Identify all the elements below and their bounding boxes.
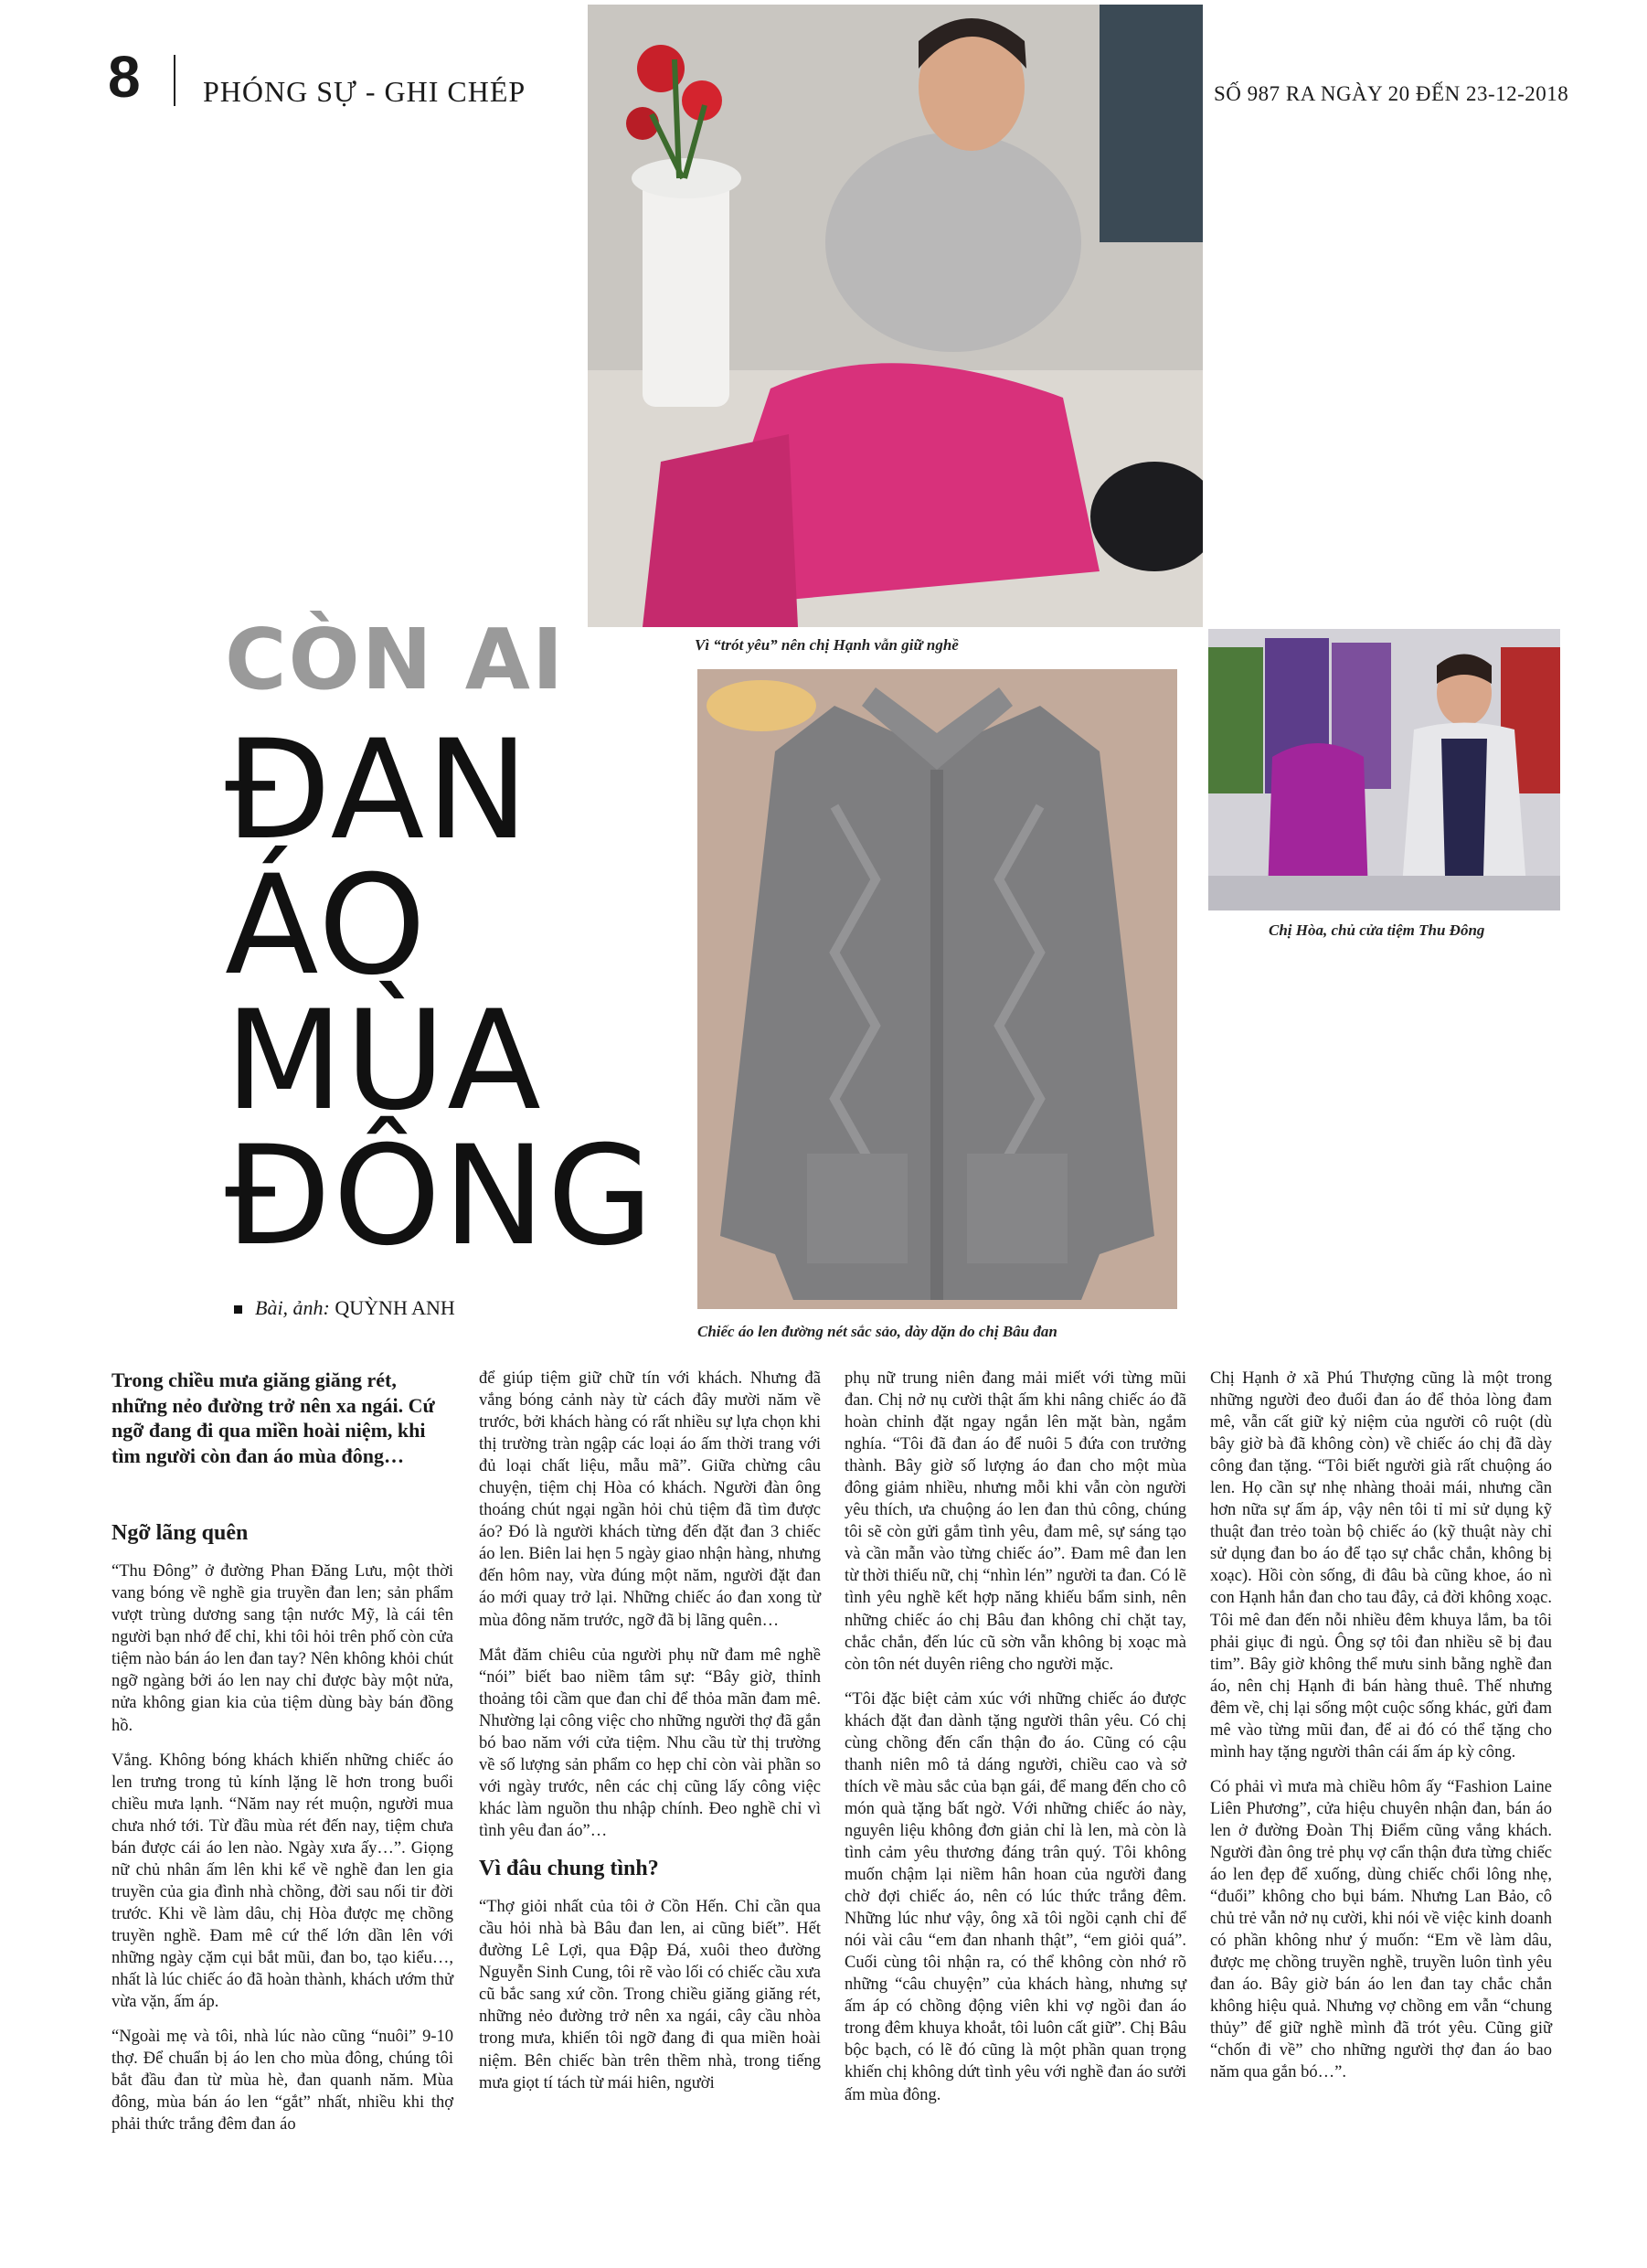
byline: [234, 1296, 455, 1320]
photo-grey-jacket: [697, 669, 1177, 1309]
photo-shop-owner: [1208, 629, 1560, 910]
caption-jacket-photo: Chiếc áo len đường nét sắc sảo, dày dặn do chị Bâu đan: [697, 1323, 1057, 1340]
caption-shop-photo: Chị Hòa, chủ cửa tiệm Thu Đông: [1269, 921, 1485, 939]
article-column-1: [112, 1368, 453, 2148]
article-column-2: [479, 1368, 821, 2107]
byline-label: Bài, ảnh:: [255, 1296, 335, 1319]
paragraph: Mắt đăm chiêu của người phụ nữ đam mê nghề “nói” biết bao niềm tâm sự: “Bây giờ, thỉnh thoảng tôi cầm que đan chỉ để thỏa mãn đam mê. Nhường lại công việc cho những người thợ đã gắn bó bao năm với cửa tiệm. Nhu cầu từ thị trường về số lượng sản phẩm co hẹp chỉ còn vài phần so với ngày trước, nên các chị cũng lấy công việc khác làm nguồn thu nhập chính. Đeo nghề chỉ vì tình yêu đan áo”…: [479, 1645, 821, 1840]
headline-kicker: CÒN AI: [225, 611, 566, 708]
subheading-1: Ngỡ lãng quên: [112, 1521, 249, 1545]
byline-bullet: [234, 1305, 242, 1314]
paragraph: Chị Hạnh ở xã Phú Thượng cũng là một trong những người đeo đuổi đan áo để thỏa lòng đam mê, vẫn cất giữ kỷ niệm của người cô ruột (dù bây giờ bà đã không còn) về chiếc áo chị đã dày công đan tặng. “Tôi biết người già rất chuộng áo len. Họ cần sự nhẹ nhàng thoải mái, nhưng cần hơn nữa sự ấm áp, vậy nên tôi tỉ mỉ sử dụng kỹ thuật đan trẻo toàn bộ chiếc áo (kỹ thuật này chỉ sử dụng đan bo áo để tạo sự chắc chắn, không bị xoạc). Hồi còn sống, đi đâu bà cũng khoe, áo nì con Hạnh hắn đan cho tau đây, cả đời không xoạc. Tôi mê đan đến nỗi nhiều đêm khuya lắm, ba tôi phải giục đi ngủ. Ông sợ tôi đan nhiều sẽ bị đau tim”. Bây giờ không thể mưu sinh bằng nghề đan áo, nên chị Hạnh đi bán hàng thuê. Thế nhưng đêm về, chị lại sống một cuộc sống khác, gửi đam mê vào từng mũi đan, để ai đó có thể tặng cho mình hay tặng người thân cái ấm áp kỳ công.: [1210, 1369, 1552, 1762]
headline-line-4: ĐÔNG: [225, 1117, 655, 1276]
photo-woman-knitting: [588, 5, 1203, 627]
subheading-2: Vì đâu chung tình?: [479, 1856, 659, 1880]
page-number: 8: [108, 44, 141, 110]
section-name: PHÓNG SỰ - GHI CHÉP: [203, 75, 526, 108]
article-lead: Trong chiều mưa giăng giăng rét, những nẻo đường trở nên xa ngái. Cứ ngỡ đang đi qua miền hoài niệm, khi tìm người còn đan áo mùa đông…: [112, 1368, 435, 1467]
article-column-3: [845, 1368, 1186, 2119]
paragraph: “Thu Đông” ở đường Phan Đăng Lưu, một thời vang bóng về nghề gia truyền đan len; sản phẩm vượt trùng dương sang tận nước Mỹ, là cái tên người bạn nhớ để chỉ, khi tôi hỏi trên phố còn cửa tiệm nào bán áo len đan tay? Nên không khỏi chút ngỡ ngàng bởi áo len nay chỉ được bày một nửa, nửa không gian kia của tiệm dùng bày bán đồng hồ.: [112, 1562, 453, 1735]
paragraph: Vắng. Không bóng khách khiến những chiếc áo len trưng trong tủ kính lặng lẽ hơn trong buổi chiều mưa lạnh. “Năm nay rét muộn, người mua chưa nhớ tới. Từ đầu mùa rét đến nay, tiệm chưa bán được cái áo len nào. Ngày xưa ấy…”. Giọng nữ chủ nhân ấm lên khi kể về nghề đan len gia truyền của gia đình nhà chồng, đời sau nối tir đời trước. Khi về làm dâu, chị Hòa được mẹ chồng truyền nghề. Đam mê cứ thế lớn dần lên với những ngày cặm cụi bắt mũi, đan bo, tạo kiểu…, nhất là lúc chiếc áo đã hoàn thành, khách ướm thử vừa vặn, ấm áp.: [112, 1751, 453, 2012]
paragraph: để giúp tiệm giữ chữ tín với khách. Nhưng đã vắng bóng cảnh này từ cách đây mười năm về trước, bởi khách hàng có rất nhiều sự lựa chọn khi thị trường tràn ngập các loại áo ấm thời trang với đủ loại chất liệu, mẫu mã”. Giữa chừng câu chuyện, tiệm chị Hòa có khách. Người đàn ông thoáng chút ngại ngần hỏi chủ tiệm đã tìm được áo? Đó là người khách từng đến đặt đan 3 chiếc áo len. Biên lai hẹn 5 ngày giao nhận hàng, nhưng đến hôm nay, vừa đúng một năm, người đặt đan áo mới quay trở lại. Những chiếc áo đan xong từ mùa đông năm trước, ngỡ đã bị lãng quên…: [479, 1369, 821, 1630]
paragraph: phụ nữ trung niên đang mải miết với từng mũi đan. Chị nở nụ cười thật ấm khi nâng chiếc áo đã hoàn chỉnh đặt ngay ngắn lên mặt bàn, ngắm nghía. “Tôi đã đan áo để nuôi 5 đứa con trưởng thành. Bây giờ số lượng áo đan cho một mùa đông giảm nhiều, nhưng mỗi khi vẫn còn người yêu thích, ưa chuộng áo len đan thủ công, chúng tôi sẽ còn gửi gắm tình yêu, đam mê, sự sáng tạo và cần mẫn vào từng chiếc áo”. Đam mê đan len từ thời thiếu nữ, chị “nhìn lén” người ta đan. Có lẽ tình yêu nghề kết hợp năng khiếu bẩm sinh, nên những chiếc áo chị Bâu đan không chỉ chặt tay, chắc chắn, đến lúc cũ sờn vẫn không bị xoạc mà còn tôn nét duyên riêng cho người mặc.: [845, 1369, 1186, 1674]
byline-author: QUỲNH ANH: [335, 1296, 455, 1319]
header-divider: [174, 55, 175, 106]
article-column-4: [1210, 1368, 1552, 2097]
paragraph: “Thợ giỏi nhất của tôi ở Cồn Hến. Chỉ cần qua cầu hỏi nhà bà Bâu đan len, ai cũng biết”. Hết đường Lê Lợi, qua Đập Đá, xuôi theo đường Nguyễn Sinh Cung, tôi rẽ vào lối có chiếc cầu xưa cũ bắc sang xứ cồn. Trong chiều giăng giăng rét, những nẻo đường trở nên xa ngái, cây cầu nhòa trong mưa, khiến tôi ngỡ đang đi qua miền hoài niệm. Bên chiếc bàn trên thềm nhà, trong tiếng mưa giọt tí tách từ mái hiên, người: [479, 1898, 821, 2092]
caption-main-photo: Vì “trót yêu” nên chị Hạnh vẫn giữ nghề: [695, 636, 959, 654]
issue-date: SỐ 987 RA NGÀY 20 ĐẾN 23-12-2018: [1214, 82, 1569, 105]
headline-line-1: ĐAN: [225, 711, 531, 870]
headline-line-3: MÙA: [225, 982, 543, 1141]
paragraph: “Tôi đặc biệt cảm xúc với những chiếc áo được khách đặt đan dành tặng người thân yêu. Có chị cùng chồng đến cẩn thận đo áo. Cũng có cậu thanh niên mô tả dáng người, chiều cao và sở thích về màu sắc của bạn gái, để mang đến cho cô món quà tặng bất ngờ. Với những chiếc áo này, nguyên liệu không đơn giản chỉ là len, mà còn là tình cảm yêu thương đáng trân quý. Tôi không muốn chậm lại niềm hân hoan của người đang chờ đợi chiếc áo, nên có lúc thức trắng đêm. Những lúc như vậy, ông xã tôi ngồi cạnh chỉ để nói vài câu “em đan nhanh thật”, “em giỏi quá”. Cuối cùng tôi nhận ra, có thể không còn nhớ rõ những “câu chuyện” của khách hàng, nhưng sự ấm áp có chồng động viên khi vợ ngồi đan áo trong đêm khuya khoắt, tôi luôn cất giữ”. Chị Bâu bộc bạch, có lẽ đó cũng là một phần quan trọng khiến chị không dứt tình yêu với nghề đan áo sưởi ấm mùa đông.: [845, 1689, 1186, 2104]
paragraph: Có phải vì mưa mà chiều hôm ấy “Fashion Laine Liên Phương”, cửa hiệu chuyên nhận đan, bán áo len ở đường Đoàn Thị Điểm cũng vắng khách. Người đàn ông trẻ phụ vợ cẩn thận đưa từng chiếc áo len đẹp để xuống, dùng chiếc chổi lông nhẹ, “đuổi” không cho bụi bám. Nhưng Lan Bảo, cô chủ trẻ vẫn nở nụ cười, khi nói về việc kinh doanh có phần không như ý muốn: “Em về làm dâu, được mẹ chồng truyền nghề, truyền luôn tình yêu đan áo. Bây giờ bán áo len đan tay chắc chắn không hiệu quả. Nhưng vợ chồng em vẫn “chung thủy” để giữ nghề mình đã trót yêu. Cũng giữ “chốn đi về” cho những người thợ đan áo bao năm qua gắn bó…”.: [1210, 1777, 1552, 2082]
headline-line-2: ÁO: [225, 847, 429, 1006]
paragraph: “Ngoài mẹ và tôi, nhà lúc nào cũng “nuôi” 9-10 thợ. Để chuẩn bị áo len cho mùa đông, chúng tôi bắt đầu đan từ mùa hè, đan quanh năm. Mùa đông, mùa bán áo len “gắt” nhất, nhiều khi thợ phải thức trắng đêm đan áo: [112, 2028, 453, 2135]
